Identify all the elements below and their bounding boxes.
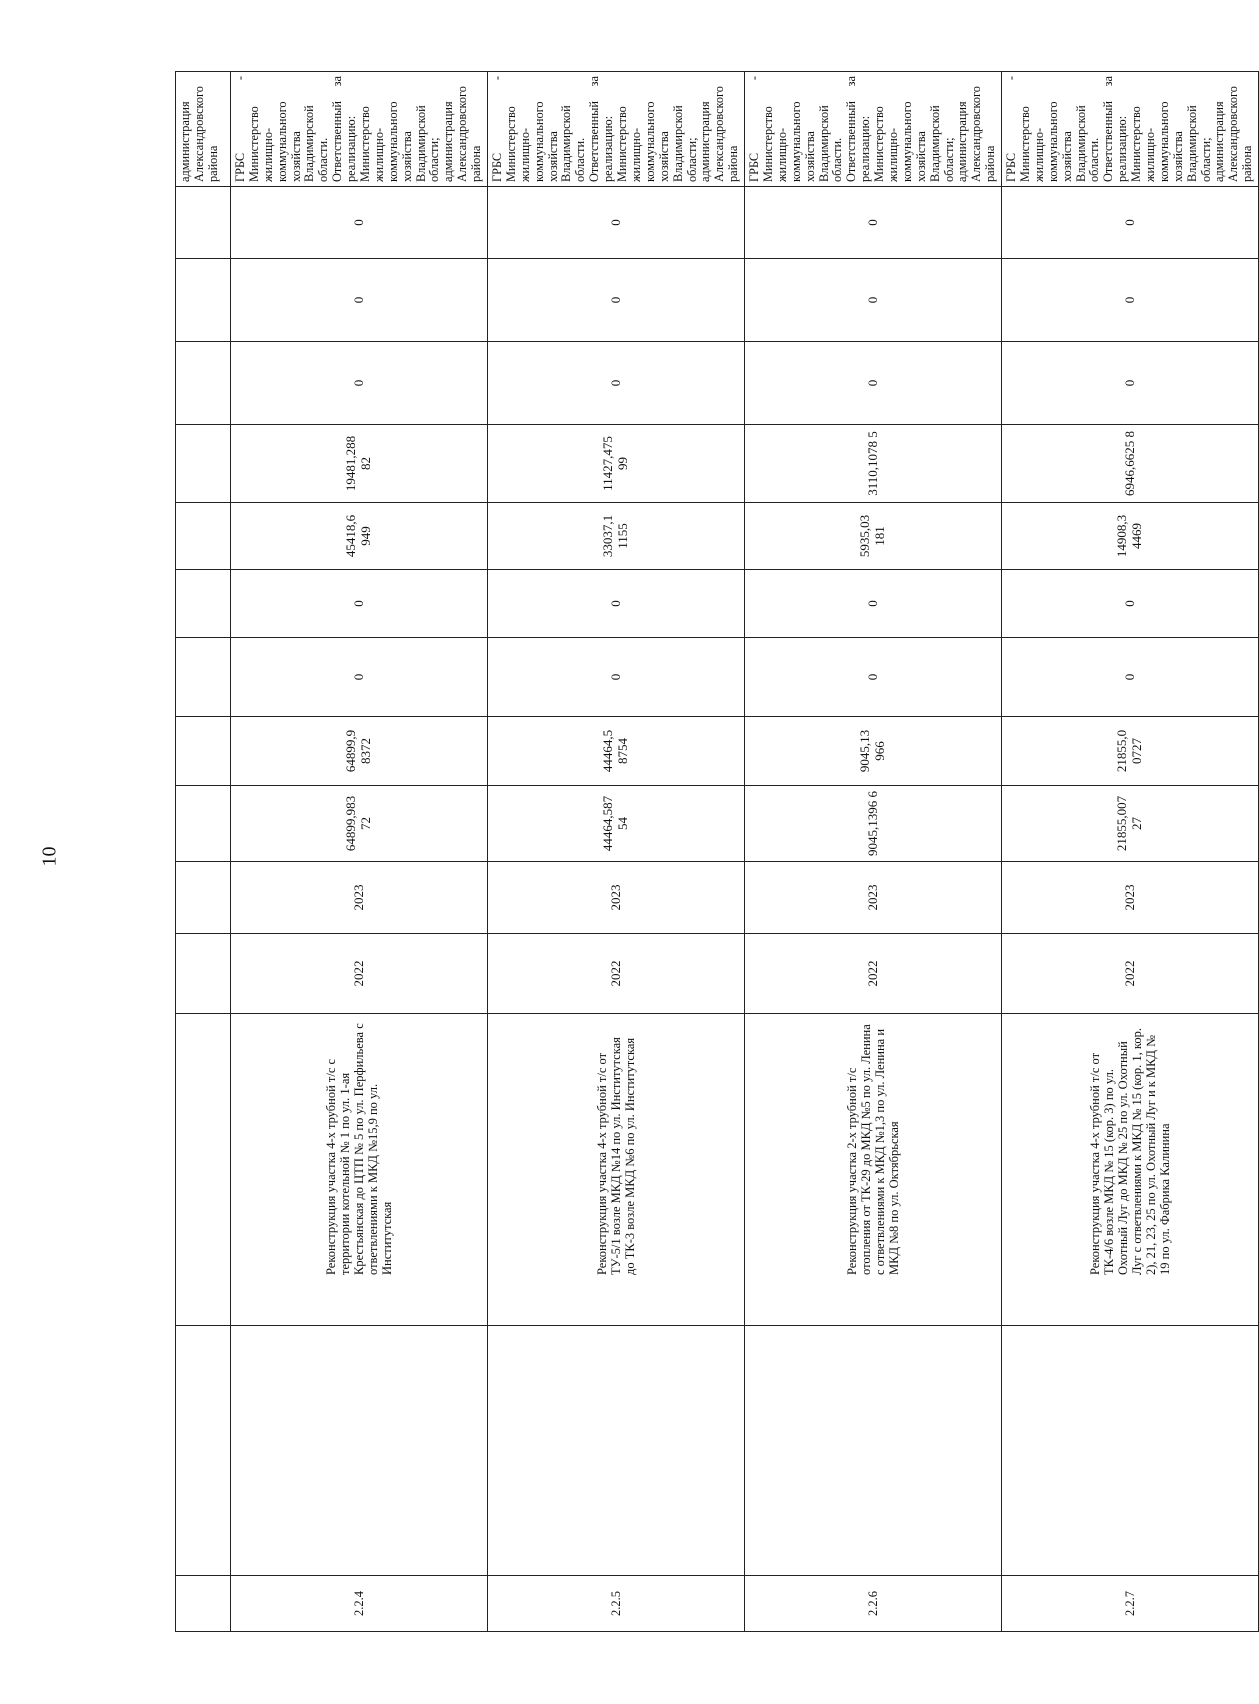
total-value-2: 44464,5 8754	[488, 717, 745, 786]
value-7: 0	[488, 187, 745, 259]
value-2: 0	[488, 570, 745, 638]
value-5: 0	[1002, 342, 1259, 425]
end-year: 2023	[488, 862, 745, 934]
total-value: 44464,587 54	[488, 786, 745, 862]
start-year: 2022	[488, 934, 745, 1014]
value-3: 33037,1 1155	[488, 503, 745, 570]
table-row	[488, 72, 745, 1632]
value-3: 5935,03 181	[745, 503, 1002, 570]
value-2: 0	[745, 570, 1002, 638]
empty-cell	[1002, 1326, 1259, 1576]
responsible-cell: ГРБС - Министерство жилищно-коммунального хозяйства Владимирской области. Ответственный за реализацию: Министерство жилищно-коммунального хозяйства Владимирской области; администрация Александровского района	[745, 72, 1002, 187]
value-5: 0	[488, 342, 745, 425]
empty-cell	[231, 1326, 488, 1576]
responsible-cell: ГРБС - Министерство жилищно-коммунального хозяйства Владимирской области. Ответственный за реализацию: Министерство жилищно-коммунального хозяйства Владимирской области; администрация Александровского района	[1002, 72, 1259, 187]
empty-cell	[745, 1326, 1002, 1576]
end-year: 2023	[231, 862, 488, 934]
total-value-2: 9045,13 966	[745, 717, 1002, 786]
table-row	[231, 72, 488, 1632]
value-6: 0	[745, 259, 1002, 342]
value-7: 0	[745, 187, 1002, 259]
row-description: Реконструкция участка 4-х трубной т/с от ТУ-5/1 возле МКД №14 по ул. Институтская до ТК-3 возле МКД №6 по ул. Институтская	[488, 1014, 745, 1326]
responsible-cell: ГРБС - Министерство жилищно-коммунального хозяйства Владимирской области. Ответственный за реализацию: Министерство жилищно-коммунального хозяйства Владимирской области; администрация Александровского района	[231, 72, 488, 187]
value-2: 0	[231, 570, 488, 638]
program-table	[175, 71, 1259, 1632]
row-description: Реконструкция участка 2-х трубной т/с отопления от ТК-29 до МКД №5 по ул. Ленина с ответвлениями к МКД №1,3 по ул. Ленина и МКД №8 по ул. Октябрьская	[745, 1014, 1002, 1326]
page-number: 10	[38, 846, 61, 867]
value-5: 0	[745, 342, 1002, 425]
row-description: Реконструкция участка 4-х трубной т/с с территории котельной № 1 по ул. 1-ая Крестьянская до ЦТП № 5 по ул. Перфильева с ответвлениями к МКД №15,9 по ул. Институтская	[231, 1014, 488, 1326]
value-6: 0	[488, 259, 745, 342]
value-5: 0	[231, 342, 488, 425]
start-year: 2022	[231, 934, 488, 1014]
value-3: 14908,3 4469	[1002, 503, 1259, 570]
table-row-top	[176, 72, 231, 1632]
end-year: 2023	[745, 862, 1002, 934]
start-year: 2022	[1002, 934, 1259, 1014]
value-4: 11427,475 99	[488, 425, 745, 503]
value-2: 0	[1002, 570, 1259, 638]
empty-cell	[488, 1326, 745, 1576]
row-id: 2.2.4	[231, 1576, 488, 1632]
table-row	[745, 72, 1002, 1632]
responsible-cell: администрация Александровского района	[176, 72, 231, 187]
row-description: Реконструкция участка 4-х трубной т/с от ТК-4/6 возле МКД № 15 (кор. 3) по ул. Охотный Луг до МКД № 25 по ул. Охотный Луг с ответвлениями к МКД № 15 (кор. 1, кор. 2), 21, 23, 25 по ул. Охотный Луг и к МКД № 19 по ул. Фабрика Калинина	[1002, 1014, 1259, 1326]
value-6: 0	[1002, 259, 1259, 342]
total-value: 64899,983 72	[231, 786, 488, 862]
rotated-table-wrapper	[175, 72, 1255, 1632]
value-1: 0	[488, 638, 745, 717]
value-4: 19481,288 82	[231, 425, 488, 503]
value-1: 0	[745, 638, 1002, 717]
total-value-2: 21855,0 0727	[1002, 717, 1259, 786]
row-id: 2.2.7	[1002, 1576, 1259, 1632]
total-value: 9045,1396 6	[745, 786, 1002, 862]
total-value: 21855,007 27	[1002, 786, 1259, 862]
value-3: 45418,6 949	[231, 503, 488, 570]
value-1: 0	[231, 638, 488, 717]
total-value-2: 64899,9 8372	[231, 717, 488, 786]
value-4: 6946,6625 8	[1002, 425, 1259, 503]
start-year: 2022	[745, 934, 1002, 1014]
value-7: 0	[1002, 187, 1259, 259]
table-row	[1002, 72, 1259, 1632]
responsible-cell: ГРБС - Министерство жилищно-коммунального хозяйства Владимирской области. Ответственный за реализацию: Министерство жилищно-коммунального хозяйства Владимирской области; администрация Александровского района	[488, 72, 745, 187]
value-7: 0	[231, 187, 488, 259]
end-year: 2023	[1002, 862, 1259, 934]
value-1: 0	[1002, 638, 1259, 717]
value-6: 0	[231, 259, 488, 342]
row-id: 2.2.5	[488, 1576, 745, 1632]
value-4: 3110,1078 5	[745, 425, 1002, 503]
row-id: 2.2.6	[745, 1576, 1002, 1632]
